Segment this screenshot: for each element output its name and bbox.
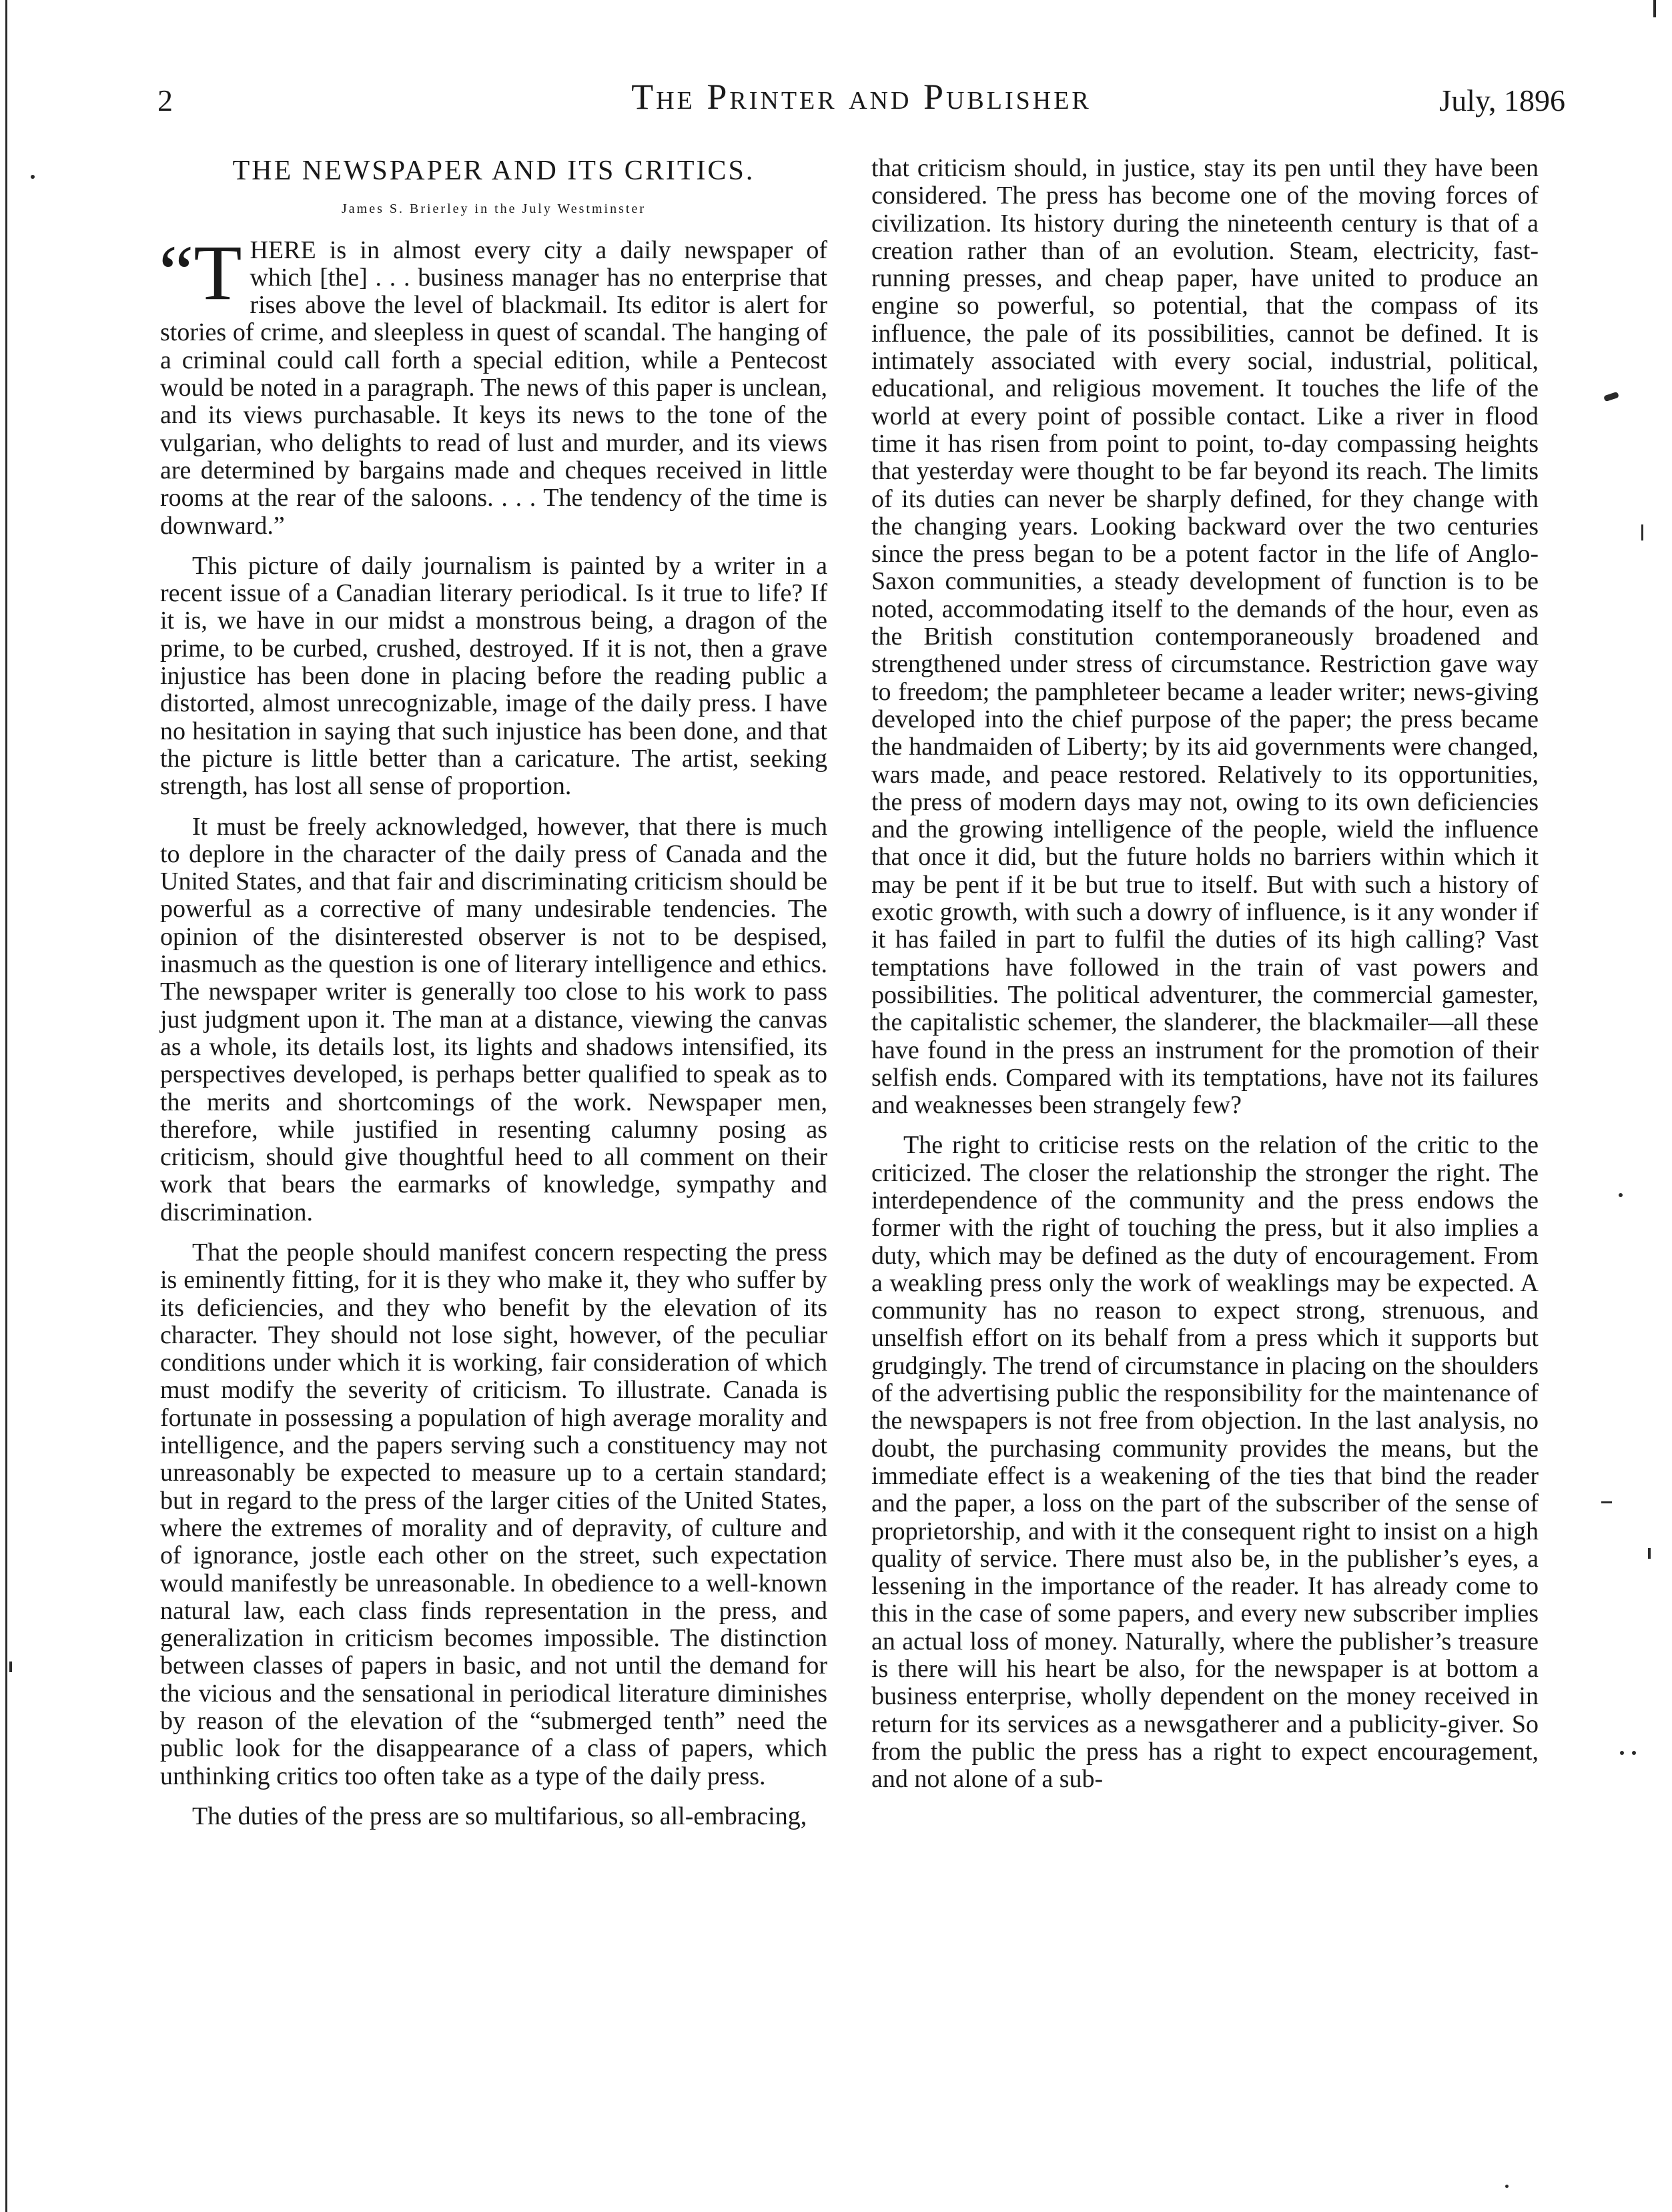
margin-speck	[1632, 1751, 1636, 1755]
margin-speck	[1601, 1501, 1612, 1503]
lead-paragraph	[159, 228, 827, 540]
margin-speck	[9, 1662, 12, 1672]
margin-speck	[1620, 1751, 1624, 1755]
drop-cap-letter: T	[193, 228, 242, 316]
paragraph-3: It must be freely acknowledged, however, that there is much to deplore in the character of the daily press of Canada and the United States, and that fair and discriminating criticism should be powerful as a corrective of many undesirable tendencies. The opinion of the disinterested observer is not to be despised, inasmuch as the question is one of literary intelligence and ethics. The newspaper writer is generally too close to his work to pass just judgment upon it. The man at a distance, viewing the canvas as a whole, its details lost, its lights and shadows intensified, its perspectives developed, is perhaps better qualified to speak as to the merits and shortcomings of the work. Newspaper men, therefore, while justified in resenting calumny posing as criticism, should give thoughtful heed to all comment on their work that bears the earmarks of knowledge, sympathy and discrimination.	[160, 812, 827, 1226]
binding-edge	[5, 0, 7, 2212]
margin-speck	[1619, 1193, 1623, 1197]
margin-speck	[1641, 524, 1643, 540]
paragraph-2: This picture of daily journalism is painted by a writer in a recent issue of a Canadian literary periodical. Is it true to life? If it is, we have in our midst a monstrous being, a dragon of the prime, to be curbed, crushed, destroyed. If it is not, then a grave injustice has been done in placing before the reading public a distorted, almost unrecognizable, image of the daily press. I have no hesitation in saying that such injustice has been done, and that the picture is little better than a caricature. The artist, seeking strength, has lost all sense of proportion.	[160, 551, 827, 801]
paragraph-4: That the people should manifest concern respecting the press is eminently fitting, for it is they who make it, they who suffer by its deficiencies, and they who benefit by the elevation of its character. They should not lose sight, however, of the peculiar conditions under which it is working, fair consideration of which must modify the severity of criticism. To illustrate. Canada is fortunate in possessing a population of high average morality and intelligence, and the papers serving such a constituency may not unreasonably be expected to measure up to a certain standard; but in regard to the press of the larger cities of the United States, where the extremes of morality and of depravity, of culture and of ignorance, jostle each other on the street, such expectation would manifestly be unreasonable. In obedience to a well-known natural law, each class finds representation in the press, and generalization in criticism becomes impossible. The distinction between classes of papers in basic, and not until the demand for the vicious and the sensational in periodical literature diminishes by reason of the elevation of the “submerged tenth” need the public look for the disappearance of a class of papers, which unthinking critics too often take as a type of the daily press.	[160, 1238, 827, 1790]
masthead: The Printer and Publisher	[631, 77, 1092, 117]
corner-mark	[1653, 0, 1656, 17]
margin-speck	[1648, 1548, 1651, 1559]
article-title: THE NEWSPAPER AND ITS CRITICS.	[232, 155, 755, 186]
paragraph-5-start: The duties of the press are so multifarious, so all-embracing,	[192, 1802, 807, 1830]
right-column	[871, 155, 1539, 1806]
paragraph-5-continued: that criticism should, in justice, stay its pen until they have been considered. The press has become one of the moving forces of civilization. Its history during the nineteenth century is that of a creation rather than of an evolution. Steam, electricity, fast-running presses, and cheap paper, have united to produce an engine so powerful, so potential, that the compass of its influence, the pale of its possibilities, cannot be defined. It is intimately associated with every social, industrial, political, educational, and religious movement. It touches the life of the world at every point of possible contact. Like a river in flood time it has risen from point to point, to-day compassing heights that yesterday were thought to be far beyond its reach. The limits of its duties can never be sharply defined, for they change with the changing years. Looking backward over the two centuries since the press began to be a potent factor in the life of Anglo-Saxon communities, a steady development of function is to be noted, accommodating itself to the demands of the hour, even as the British constitution contemporaneously broadened and strengthened under stress of circumstance. Restriction gave way to freedom; the pamphleteer became a leader writer; news-giving developed into the chief purpose of the paper; the press became the handmaiden of Liberty; by its aid governments were changed, wars made, and peace restored. Relatively to its opportunities, the press of modern days may not, owing to its own deficiencies and the growing intelligence of the people, wield the influence that once it did, but the future holds no barriers within which it may be pent if it be but true to itself. But with such a history of exotic growth, with such a dowry of influence, is it any wonder if it has failed in part to fulfil the duties of its high calling? Vast temptations have followed in the train of vast powers and possibilities. The political adventurer, the commercial gamester, the capitalistic schemer, the slanderer, the blackmailer—all these have found in the press an instrument for the promotion of their selfish ends. Compared with its temptations, have not its failures and weaknesses been strangely few?	[871, 154, 1539, 1120]
running-header	[157, 69, 1565, 123]
opening-quote-mark: “	[159, 228, 194, 316]
margin-speck	[1603, 392, 1619, 402]
paragraph-6: The right to criticise rests on the relation of the critic to the criticized. The closer the relationship the stronger the right. The interdependence of the community and the press endows the former with the right of touching the press, but it also implies a duty, which may be defined as the duty of encouragement. From a weakling press only the work of weaklings may be expected. A community has no reason to expect strong, strenuous, and unselfish effort on its behalf from a press which it supports but grudgingly. The trend of circumstance in placing on the shoulders of the advertising public the responsibility for the maintenance of the newspapers is not free from objection. In the last analysis, no doubt, the purchasing community provides the means, but the immediate effect is a weakening of the ties that bind the reader and the paper, a loss on the part of the subscriber of the sense of proprietorship, and with it the consequent right to insist on a high quality of service. There must also be, in the publisher’s eyes, a lessening in the importance of the reader. It has already come to this in the case of some papers, and every new subscriber implies an actual loss of money. Naturally, where the publisher’s treasure is there will his heart be also, for the newspaper is at bottom a business enterprise, wholly dependent on the money received in return for its services as a newsgatherer and a publicity-giver. So from the public the press has a right to expect encouragement, and not alone of a sub-	[871, 1131, 1539, 1794]
issue-date: July, 1896	[1439, 83, 1565, 117]
drop-cap	[159, 228, 242, 316]
lead-text: HERE is in almost every city a daily newspaper of which [the] . . . business manager has no enterprise that rises above the level of blackmail. Its editor is alert for stories of crime, and sleepless in quest of scandal. The hanging of a criminal could call forth a special edition, while a Pentecost would be noted in a paragraph. The news of this paper is unclean, and its views purchasable. It keys its news to the tone of the vulgarian, who delights to read of lust and murder, and its views are determined by bargains made and cheques received in little rooms at the rear of the saloons. . . . The tendency of the time is downward.”	[160, 236, 827, 540]
left-column	[160, 155, 827, 1843]
article-byline: James S. Brierley in the July Westminster	[342, 202, 646, 217]
page-number: 2	[157, 83, 173, 117]
margin-speck	[1505, 2185, 1509, 2188]
margin-speck	[31, 175, 35, 179]
